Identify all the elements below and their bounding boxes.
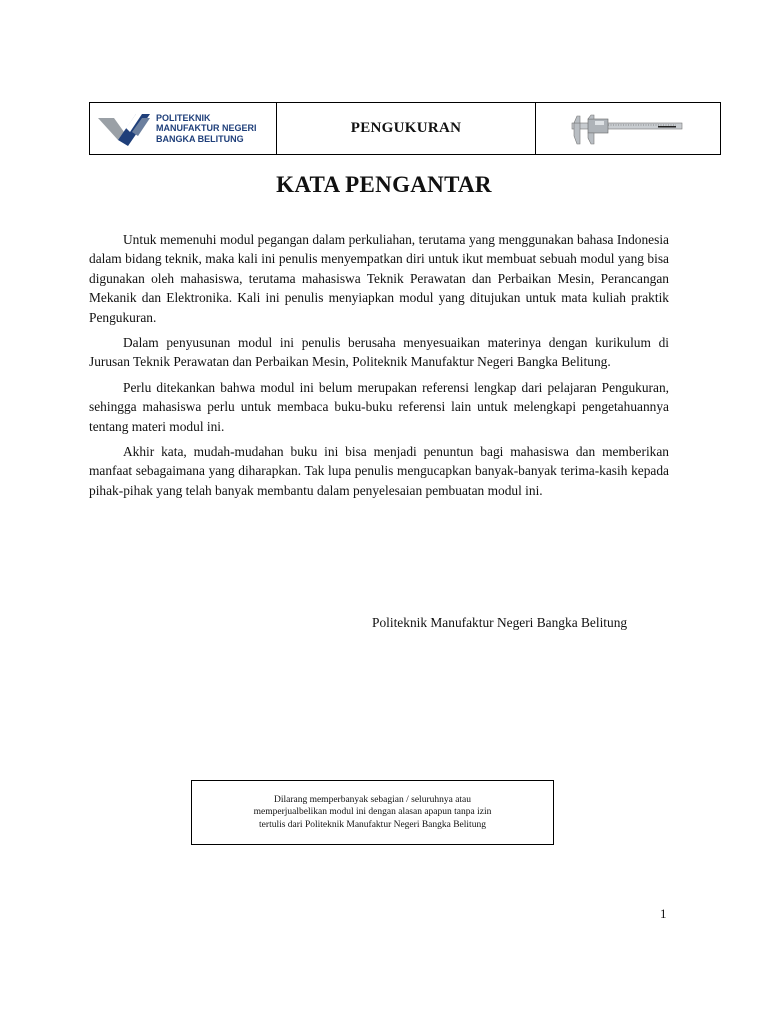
- header-table: [89, 102, 721, 155]
- signature: Politeknik Manufaktur Negeri Bangka Belitung: [372, 615, 628, 630]
- logo-line: BANGKA BELITUNG: [156, 133, 244, 144]
- page-title: KATA PENGANTAR: [276, 172, 492, 197]
- header-title-cell: [277, 103, 536, 154]
- notice-line: Dilarang memperbanyak sebagian / seluruhnya atau: [273, 794, 472, 805]
- page-number: 1: [660, 906, 667, 921]
- notice-line: memperjualbelikan modul ini dengan alasan apapun tanpa izin: [253, 807, 492, 818]
- body-text: [89, 230, 669, 506]
- logo-text: [156, 113, 257, 145]
- paragraph: Dalam penyusunan modul ini penulis berusaha menyesuaikan materinya dengan kurikulum di Jurusan Teknik Perawatan dan Perbaikan Mesin, Politeknik Manufaktur Negeri Bangka Belitung.: [89, 335, 669, 370]
- vernier-caliper-icon: [568, 112, 688, 146]
- paragraph: Untuk memenuhi modul pegangan dalam perkuliahan, terutama yang menggunakan bahasa Indonesia dalam bidang teknik, maka kali ini penulis menyempatkan diri untuk ikut membuat sebuah modul yang bisa digunakan oleh mahasiswa, terutama mahasiswa Teknik Perawatan dan Perbaikan Mesin, Perancangan Mekanik dan Elektronika. Kali ini penulis menyiapkan modul yang ditujukan untuk mata kuliah praktik Pengukuran.: [89, 232, 669, 325]
- module-title: PENGUKURAN: [350, 120, 462, 136]
- paragraph: Perlu ditekankan bahwa modul ini belum merupakan referensi lengkap dari pelajaran Pengukuran, sehingga mahasiswa perlu untuk membaca buku-buku referensi lain untuk melengkapi pengetahuannya tentang materi modul ini.: [89, 379, 669, 434]
- paragraph: Akhir kata, mudah-mudahan buku ini bisa menjadi penuntun bagi mahasiswa dan memberikan manfaat sebagaimana yang diharapkan. Tak lupa penulis mengucapkan banyak-banyak terima-kasih kepada pihak-pihak yang telah banyak membantu dalam penyelesaian pembuatan modul ini.: [89, 444, 669, 498]
- copyright-notice-box: [191, 780, 554, 845]
- header-logo-cell: [90, 103, 277, 154]
- notice-line: tertulis dari Politeknik Manufaktur Negeri Bangka Belitung: [259, 819, 486, 830]
- polman-logo-icon: [96, 110, 152, 148]
- header-image-cell: [536, 103, 720, 154]
- logo-line: MANUFAKTUR NEGERI: [156, 123, 257, 134]
- logo-line: POLITEKNIK: [156, 112, 211, 123]
